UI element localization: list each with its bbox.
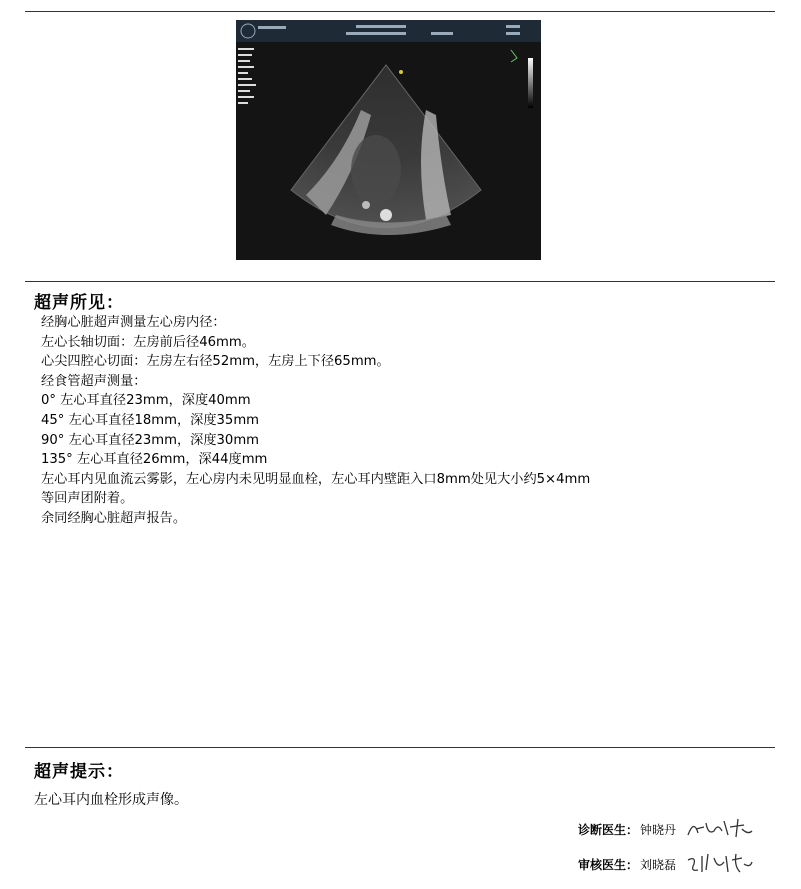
findings-body bbox=[41, 313, 791, 529]
review-doctor-name: 刘晓磊 bbox=[640, 858, 677, 872]
findings-line: 左心长轴切面：左房前后径46mm。 bbox=[41, 334, 255, 350]
impression-heading: 超声提示： bbox=[34, 762, 124, 782]
diagnosis-doctor-label: 诊断医生： bbox=[578, 823, 639, 837]
findings-line: 等回声团附着。 bbox=[41, 491, 134, 507]
findings-line: 经胸心脏超声测量左心房内径： bbox=[41, 315, 226, 330]
diagnosis-doctor-name: 钟晓丹 bbox=[640, 823, 677, 837]
review-signature bbox=[684, 850, 754, 879]
findings-line: 135° 左心耳直径26mm，深44度mm bbox=[41, 452, 268, 468]
review-doctor bbox=[578, 850, 754, 879]
findings-line: 45° 左心耳直径18mm，深度35mm bbox=[41, 412, 260, 428]
findings-line: 0° 左心耳直径23mm，深度40mm bbox=[41, 393, 251, 409]
review-doctor-label: 审核医生： bbox=[578, 858, 639, 872]
bottom-divider bbox=[25, 747, 775, 748]
findings-line: 左心耳内见血流云雾影，左心房内未见明显血栓，左心耳内壁距入口8mm处见大小约5×4mm bbox=[41, 471, 591, 487]
findings-line: 经食管超声测量： bbox=[41, 373, 147, 389]
mid-divider bbox=[25, 281, 775, 282]
findings-line: 90° 左心耳直径23mm，深度30mm bbox=[41, 432, 260, 448]
findings-line: 心尖四腔心切面：左房左右径52mm，左房上下径65mm。 bbox=[41, 354, 390, 370]
echo-image bbox=[236, 20, 541, 260]
diagnosis-signature bbox=[684, 815, 754, 844]
diagnosis-doctor bbox=[578, 815, 754, 844]
top-divider bbox=[25, 11, 775, 12]
findings-heading: 超声所见： bbox=[34, 293, 124, 313]
impression-text: 左心耳内血栓形成声像。 bbox=[34, 792, 188, 808]
findings-line: 余同经胸心脏超声报告。 bbox=[41, 510, 187, 526]
